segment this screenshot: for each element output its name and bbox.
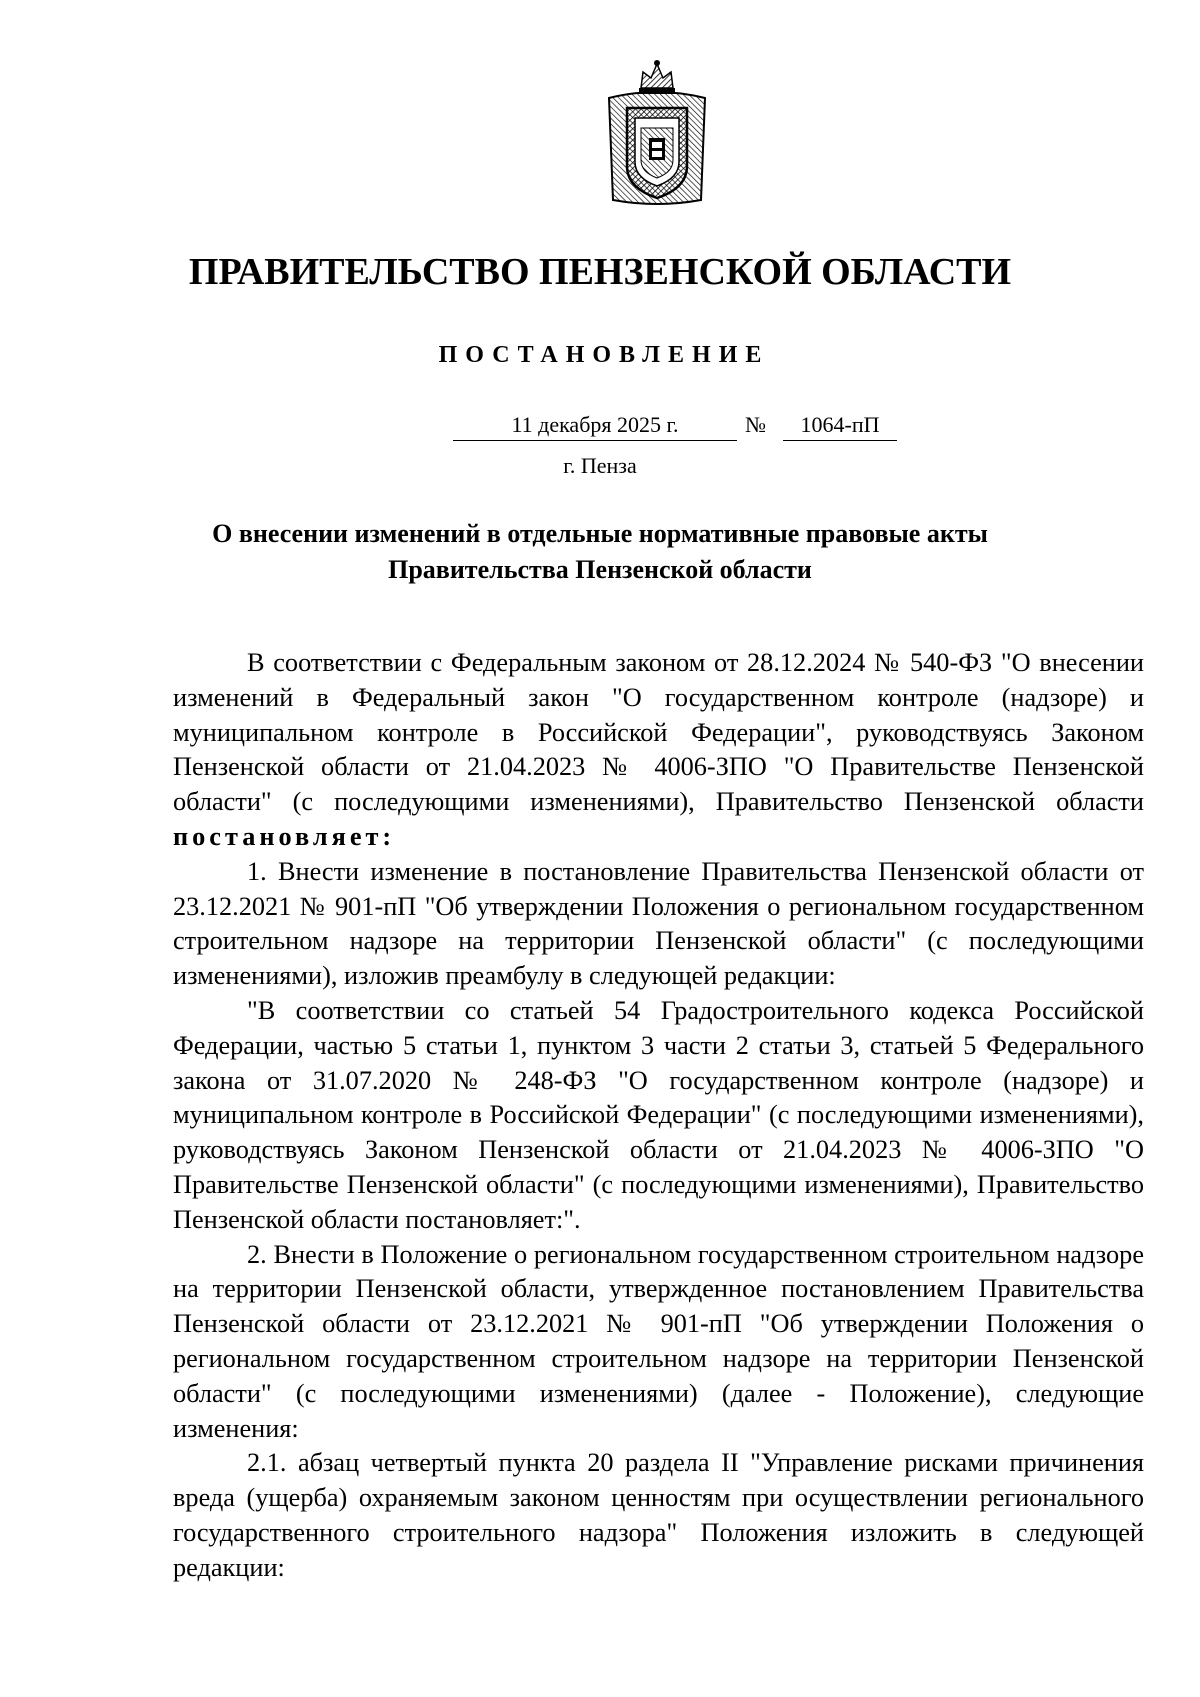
number-sign: № bbox=[745, 412, 766, 437]
coat-of-arms-icon bbox=[601, 58, 713, 210]
document-city: г. Пенза bbox=[563, 453, 637, 478]
paragraph-preamble bbox=[173, 646, 1144, 855]
date-number-line bbox=[453, 410, 897, 442]
organization-title: ПРАВИТЕЛЬСТВО ПЕНЗЕНСКОЙ ОБЛАСТИ bbox=[188, 251, 1012, 293]
subject-line-2: Правительства Пензенской области bbox=[388, 555, 812, 584]
subject-line-1: О внесении изменений в отдельные нормативные правовые акты bbox=[212, 519, 988, 548]
document-body bbox=[173, 646, 1144, 1586]
preamble-text: В соответствии с Федеральным законом от 28.12.2024 № 540-ФЗ "О внесении изменений в Федеральный закон "О государственном контроле (надзоре) и муниципальном контроле в Российской Федерации", руководствуясь Законом Пензенской области от 21.04.2023 № 4006-ЗПО "О Правительстве Пензенской области" (с последующими изменениями), Правительство Пензенской области bbox=[173, 648, 1144, 817]
paragraph-item-1: 1. Внести изменение в постановление Правительства Пензенской области от 23.12.2021 № 901-пП "Об утверждении Положения о региональном государственном строительном надзоре на территории Пензенской области" (с последующими изменениями), изложив преамбулу в следующей редакции: bbox=[173, 856, 1144, 991]
resolves-word: постановляет: bbox=[173, 821, 396, 851]
paragraph-item-2: 2. Внести в Положение о региональном государственном строительном надзоре на территории Пензенской области, утвержденное постановлением Правительства Пензенской области от 23.12.2021 № 901-пП "Об утверждении Положения о региональном государственном строительном надзоре на территории Пензенской области" (с последующими изменениями) (далее - Положение), следующие изменения: bbox=[173, 1239, 1144, 1443]
document-subject bbox=[140, 516, 1060, 588]
document-number: 1064-пП bbox=[783, 410, 897, 441]
paragraph-item-2-1: 2.1. абзац четвертый пункта 20 раздела II "Управление рисками причинения вреда (ущерба) охраняемым законом ценностям при осуществлении регионального государственного строительного надзора" Положения изложить в следующей редакции: bbox=[173, 1448, 1144, 1582]
paragraph-quoted-preamble: "В соответствии со статьей 54 Градостроительного кодекса Российской Федерации, частью 5 статьи 1, пунктом 3 части 2 статьи 3, статьей 5 Федерального закона от 31.07.2020 № 248-ФЗ "О государственном контроле (надзоре) и муниципальном контроле в Российской Федерации" (с последующими изменениями), руководствуясь Законом Пензенской области от 21.04.2023 № 4006-ЗПО "О Правительстве Пензенской области" (с последующими изменениями), Правительство Пензенской области постановляет:". bbox=[173, 995, 1144, 1234]
document-date: 11 декабря 2025 г. bbox=[453, 410, 737, 441]
document-type: ПОСТАНОВЛЕНИЕ bbox=[438, 342, 770, 368]
